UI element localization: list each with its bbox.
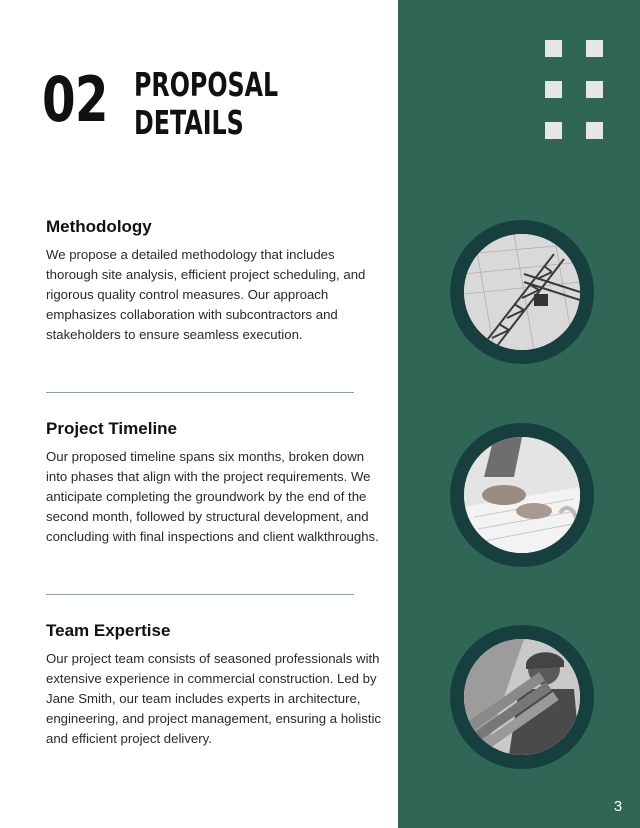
page-number: 3 xyxy=(613,798,623,815)
title-line-2: DETAILS xyxy=(134,103,244,142)
photo-frame-worker xyxy=(450,625,594,769)
title-line-1: PROPOSAL xyxy=(134,65,279,104)
divider xyxy=(46,594,354,595)
section-body: We propose a detailed methodology that includes thorough site analysis, efficient project scheduling, and rigorous quality control measures. Our approach emphasizes collaboration with subcontractors and stakeholders to ensure seamless execution. xyxy=(46,247,366,342)
section-heading: Team Expertise xyxy=(46,621,171,640)
dot xyxy=(586,81,603,98)
dot xyxy=(545,40,562,57)
section-body: Our proposed timeline spans six months, broken down into phases that align with the project requirements. We anticipate completing the groundwork by the end of the second month, followed by structural development, and concluding with final inspections and client walkthroughs. xyxy=(46,449,379,544)
photo-frame-crane xyxy=(450,220,594,364)
section-project-timeline xyxy=(46,418,386,547)
section-heading: Project Timeline xyxy=(46,419,178,438)
dot xyxy=(545,122,562,139)
decorative-dot-grid xyxy=(545,40,603,140)
dot xyxy=(586,40,603,57)
section-body: Our project team consists of seasoned professionals with extensive experience in commercial construction. Led by Jane Smith, our team includes experts in architecture, engineering, and project management, ensuring a holistic and efficient project delivery. xyxy=(46,651,382,746)
dot xyxy=(545,81,562,98)
dot xyxy=(586,122,603,139)
blueprint-photo xyxy=(464,437,580,553)
worker-photo xyxy=(464,639,580,755)
section-team-expertise xyxy=(46,620,386,749)
page-title xyxy=(134,66,278,142)
photo-frame-blueprints xyxy=(450,423,594,567)
section-methodology xyxy=(46,216,386,345)
section-number: 02 xyxy=(42,63,108,136)
section-heading: Methodology xyxy=(46,217,152,236)
divider xyxy=(46,392,354,393)
crane-photo xyxy=(464,234,580,350)
